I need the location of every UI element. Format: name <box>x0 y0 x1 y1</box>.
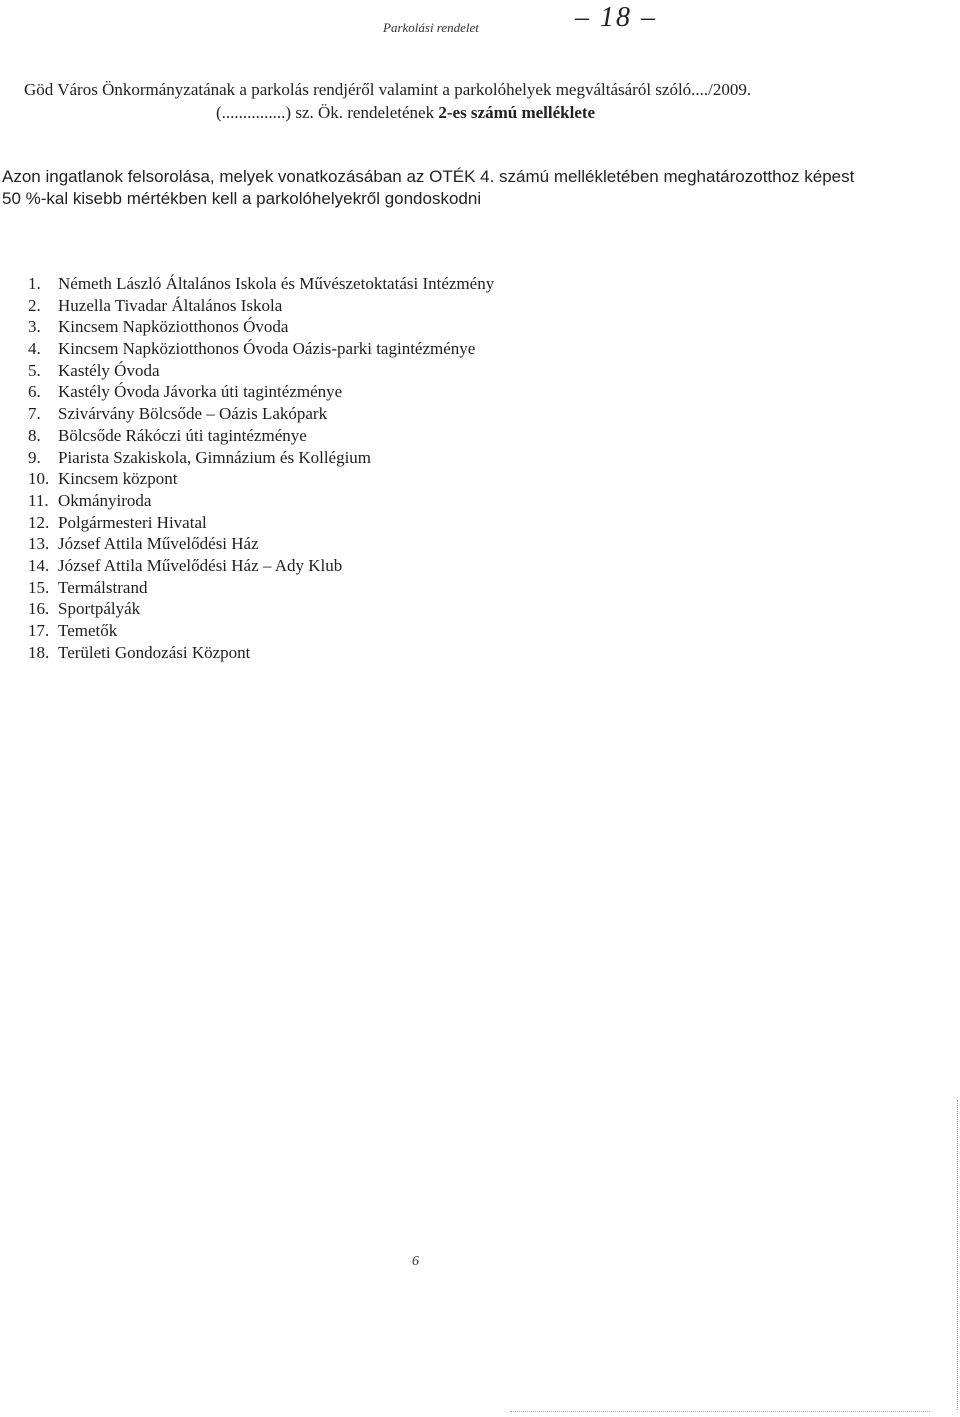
scan-edge-artifact <box>956 1100 958 1410</box>
list-item <box>28 447 494 469</box>
list-item <box>28 598 494 620</box>
list-item-text: Bölcsőde Rákóczi úti tagintézménye <box>58 425 307 445</box>
list-item <box>28 642 494 664</box>
property-list <box>28 273 494 663</box>
list-item-number: 11. <box>28 490 49 510</box>
list-item-number: 16. <box>28 599 50 619</box>
list-item <box>28 273 494 295</box>
list-item-number: 17. <box>28 621 50 640</box>
intro-paragraph <box>2 166 902 210</box>
list-item-number: 4. <box>28 339 41 359</box>
list-item-text: Szivárvány Bölcsőde – Oázis Lakópark <box>58 404 328 424</box>
list-item-number: 14. <box>28 555 50 575</box>
list-item <box>28 338 494 360</box>
list-item-text: Kincsem Napköziotthonos Óvoda <box>58 317 289 337</box>
list-item <box>28 316 494 338</box>
list-item-text: Piarista Szakiskola, Gimnázium és Kollégium <box>58 447 372 467</box>
list-item-number: 6. <box>28 382 41 402</box>
title-line-2 <box>216 103 595 123</box>
list-item-number: 18. <box>28 642 50 662</box>
list-item-text: Kastély Óvoda Jávorka úti tagintézménye <box>58 382 343 402</box>
list-item-number: 15. <box>28 577 50 597</box>
list-item <box>28 533 494 555</box>
list-item-number: 5. <box>28 360 41 380</box>
list-item-text: Temetők <box>58 621 118 640</box>
list-item-text: Németh László Általános Iskola és Művészetoktatási Intézmény <box>58 274 495 293</box>
list-item-text: Polgármesteri Hivatal <box>58 512 207 532</box>
list-item <box>28 620 494 642</box>
title-line-2-prefix: (...............) sz. Ök. rendeletének <box>216 103 439 122</box>
list-item-number: 12. <box>28 512 50 532</box>
list-item-number: 8. <box>28 425 41 445</box>
list-item <box>28 360 494 382</box>
header-page-number: – 18 – <box>575 2 657 33</box>
list-item-number: 10. <box>28 469 50 489</box>
list-item-text: Huzella Tivadar Általános Iskola <box>58 295 283 315</box>
list-item <box>28 577 494 599</box>
title-line-1: Göd Város Önkormányzatának a parkolás rendjéről valamint a parkolóhelyek megváltásáról szóló..../2009. <box>24 80 752 99</box>
list-item-text: Okmányiroda <box>58 490 152 510</box>
header-document-name: Parkolási rendelet <box>383 20 479 35</box>
list-item-text: Területi Gondozási Központ <box>58 642 251 662</box>
list-item-text: József Attila Művelődési Ház <box>58 534 259 554</box>
list-item <box>28 425 494 447</box>
intro-line-1: Azon ingatlanok felsorolása, melyek vonatkozásában az OTÉK 4. számú mellékletében meghatározotthoz képest <box>2 167 855 186</box>
list-item-text: Kincsem központ <box>58 469 178 489</box>
list-item-number: 2. <box>28 295 41 315</box>
list-item-text: Kincsem Napköziotthonos Óvoda Oázis-parki tagintézménye <box>58 339 476 359</box>
list-item-number: 7. <box>28 404 41 424</box>
footer-page-number: 6 <box>412 1254 419 1269</box>
list-item-text: József Attila Művelődési Ház – Ady Klub <box>58 555 343 575</box>
list-item-number: 3. <box>28 317 41 337</box>
scan-bottom-artifact <box>510 1411 930 1413</box>
list-item-number: 1. <box>28 274 41 293</box>
intro-line-2: 50 %-kal kisebb mértékben kell a parkolóhelyekről gondoskodni <box>2 189 482 208</box>
list-item <box>28 381 494 403</box>
list-item <box>28 555 494 577</box>
list-item-text: Termálstrand <box>58 577 148 597</box>
list-item <box>28 512 494 534</box>
list-item-number: 9. <box>28 447 41 467</box>
title-annex-label: 2-es számú melléklete <box>438 103 596 122</box>
list-item <box>28 295 494 317</box>
list-item <box>28 468 494 490</box>
list-item <box>28 490 494 512</box>
list-item-text: Sportpályák <box>58 599 141 619</box>
list-item-text: Kastély Óvoda <box>58 360 160 380</box>
list-item <box>28 403 494 425</box>
list-item-number: 13. <box>28 534 50 554</box>
